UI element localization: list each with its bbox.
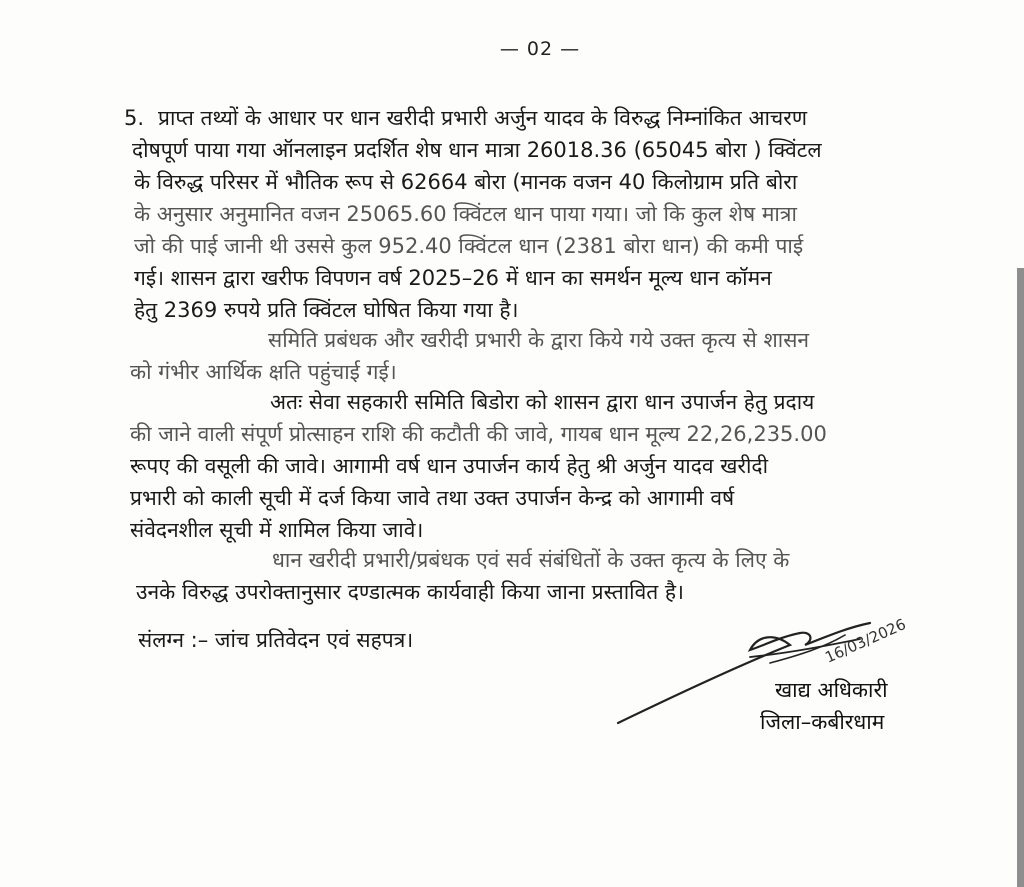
signature-date: 16/03/2026: [822, 615, 909, 667]
enclosure-line: संलग्न :– जांच प्रतिवेदन एवं सहपत्र।: [138, 628, 414, 652]
item-line-3: के विरुद्ध परिसर में भौतिक रूप से 62664 बोरा (मानक वजन 40 किलोग्राम प्रति बोरा: [134, 170, 798, 194]
item-line-5: जो की पाई जानी थी उससे कुल 952.40 क्विंटल धान (2381 बोरा धान) की कमी पाई: [134, 234, 804, 258]
item-line-7: हेतु 2369 रुपये प्रति क्विंटल घोषित किया गया है।: [134, 298, 519, 322]
signatory-district: जिला–कबीरधाम: [760, 710, 885, 734]
para3-line-2: उनके विरुद्ध उपरोक्तानुसार दण्डात्मक कार्यवाही किया जाना प्रस्तावित है।: [136, 580, 685, 604]
page-number: — 02 —: [499, 38, 581, 60]
item-line-1: प्राप्त तथ्यों के आधार पर धान खरीदी प्रभारी अर्जुन यादव के विरुद्ध निम्नांकित आचरण: [158, 106, 808, 130]
item-line-2: दोषपूर्ण पाया गया ऑनलाइन प्रदर्शित शेष धान मात्रा 26018.36 (65045 बोरा ) क्विंटल: [132, 138, 822, 162]
signatory-designation: खाद्य अधिकारी: [775, 678, 888, 702]
item-number: 5.: [124, 106, 145, 130]
para2-line-3: रूपए की वसूली की जावे। आगामी वर्ष धान उपार्जन कार्य हेतु श्री अर्जुन यादव खरीदी: [130, 454, 769, 478]
para2-line-4: प्रभारी को काली सूची में दर्ज किया जावे तथा उक्त उपार्जन केन्द्र को आगामी वर्ष: [130, 486, 735, 510]
para1-line-2: को गंभीर आर्थिक क्षति पहुंचाई गई।: [130, 360, 397, 384]
para2-line-1: अतः सेवा सहकारी समिति बिडोरा को शासन द्वारा धान उपार्जन हेतु प्रदाय: [270, 390, 815, 414]
para3-line-1: धान खरीदी प्रभारी/प्रबंधक एवं सर्व संबंधितों के उक्त कृत्य के लिए के: [272, 548, 790, 572]
para2-line-2: की जाने वाली संपूर्ण प्रोत्साहन राशि की कटौती की जावे, गायब धान मूल्य 22,26,235.00: [130, 422, 827, 446]
para1-line-1: समिति प्रबंधक और खरीदी प्रभारी के द्वारा किये गये उक्त कृत्य से शासन: [268, 328, 810, 352]
item-line-6: गई। शासन द्वारा खरीफ विपणन वर्ष 2025–26 में धान का समर्थन मूल्य धान कॉमन: [134, 266, 772, 290]
para2-line-5: संवेदनशील सूची में शामिल किया जावे।: [130, 518, 424, 542]
item-line-4: के अनुसार अनुमानित वजन 25065.60 क्विंटल धान पाया गया। जो कि कुल शेष मात्रा: [134, 202, 797, 226]
page-edge-shadow: [1017, 268, 1024, 887]
